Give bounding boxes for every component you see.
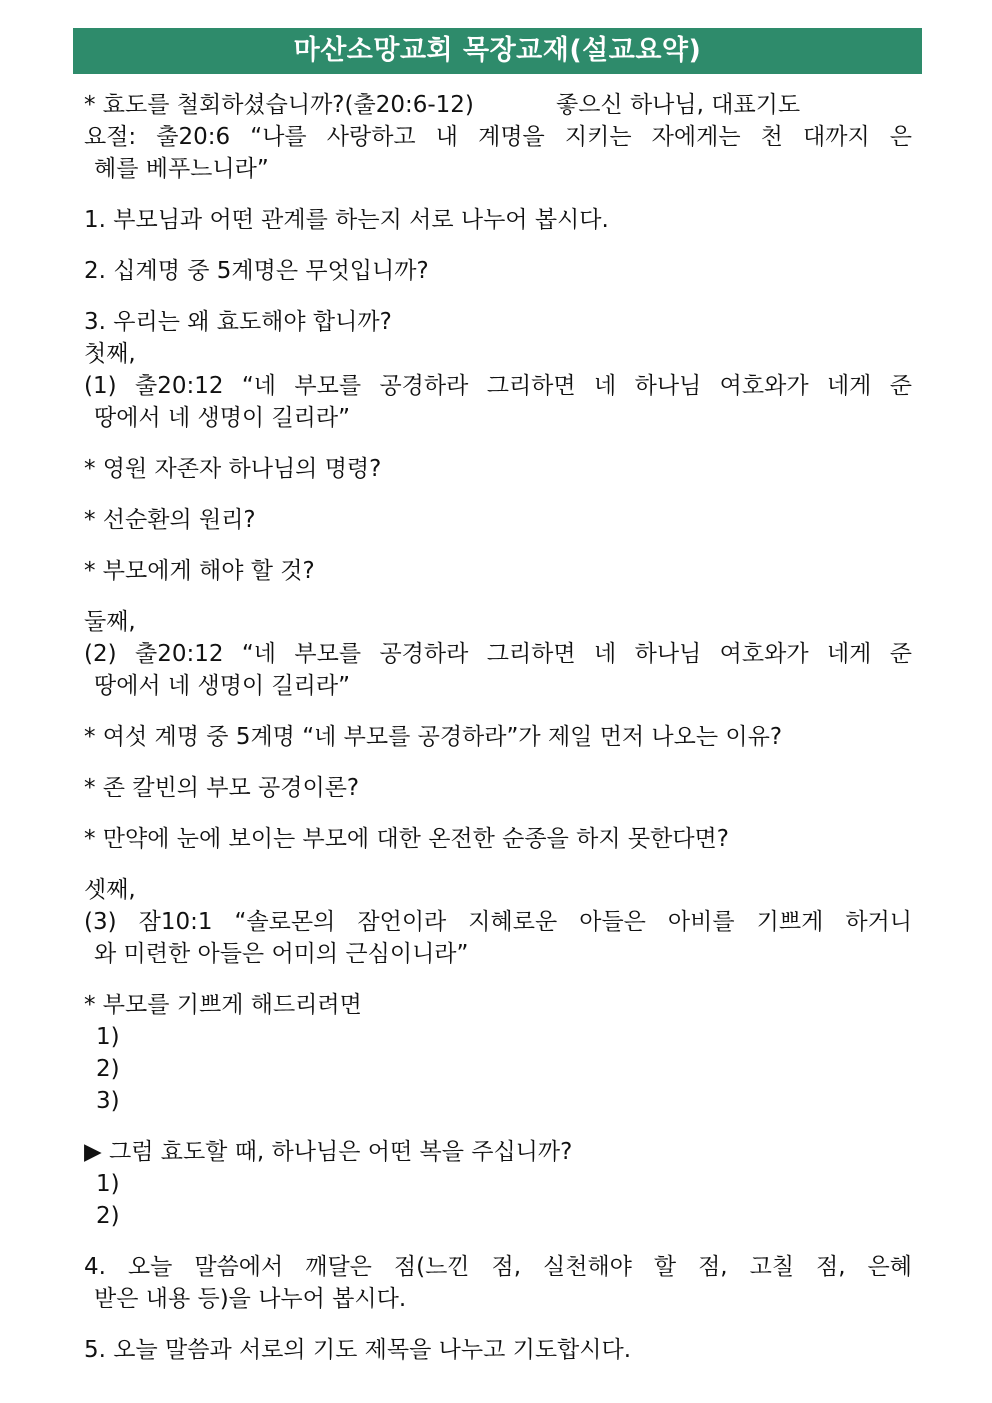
second-bullet: * 만약에 눈에 보이는 부모에 대한 온전한 순종을 하지 못한다면?	[84, 826, 729, 852]
first-bullet: * 부모에게 해야 할 것?	[84, 558, 315, 584]
study-content	[84, 89, 912, 1366]
first-bullet: * 영원 자존자 하나님의 명령?	[84, 456, 382, 482]
second-bullet: * 존 칼빈의 부모 공경이론?	[84, 775, 360, 801]
blessing-question: ▶ 그럼 효도할 때, 하나님은 어떤 복을 주십니까?	[84, 1139, 573, 1165]
question-2: 2. 십계명 중 5계명은 무엇입니까?	[84, 258, 429, 284]
second-verse-line1: (2) 출20:12 “네 부모를 공경하라 그리하면 네 하나님 여호와가 네게 준	[84, 641, 912, 667]
list-item: 1)	[96, 1171, 120, 1197]
please-parents-title: * 부모를 기쁘게 해드리려면	[84, 992, 362, 1018]
question-5: 5. 오늘 말씀과 서로의 기도 제목을 나누고 기도합시다.	[84, 1337, 632, 1363]
list-item: 1)	[96, 1024, 120, 1050]
first-bullet: * 선순환의 원리?	[84, 507, 256, 533]
third-verse-line1: (3) 잠10:1 “솔로몬의 잠언이라 지혜로운 아들은 아비를 기쁘게 하거니	[84, 909, 912, 935]
key-verse-line1: 요절: 출20:6 “나를 사랑하고 내 계명을 지키는 자에게는 천 대까지 은	[84, 124, 912, 150]
list-item: 2)	[96, 1203, 120, 1229]
first-verse-line2: 땅에서 네 생명이 길리라”	[94, 405, 351, 431]
list-item: 2)	[96, 1056, 120, 1082]
worship-order: 좋으신 하나님, 대표기도	[556, 92, 801, 118]
second-bullet: * 여섯 계명 중 5계명 “네 부모를 공경하라”가 제일 먼저 나오는 이유?	[84, 724, 783, 750]
first-verse-line1: (1) 출20:12 “네 부모를 공경하라 그리하면 네 하나님 여호와가 네게 준	[84, 373, 912, 399]
question-4-line2: 받은 내용 등)을 나누어 봅시다.	[94, 1286, 407, 1312]
question-3: 3. 우리는 왜 효도해야 합니까?	[84, 309, 392, 335]
first-label: 첫째,	[84, 341, 136, 367]
question-4-line1: 4. 오늘 말씀에서 깨달은 점(느낀 점, 실천해야 할 점, 고칠 점, 은혜	[84, 1254, 912, 1280]
question-1: 1. 부모님과 어떤 관계를 하는지 서로 나누어 봅시다.	[84, 207, 609, 233]
page-title: 마산소망교회 목장교재(설교요약)	[73, 28, 922, 74]
sermon-topic: * 효도를 철회하셨습니까?(출20:6-12)	[84, 92, 474, 118]
list-item: 3)	[96, 1088, 120, 1114]
second-verse-line2: 땅에서 네 생명이 길리라”	[94, 673, 351, 699]
second-label: 둘째,	[84, 609, 136, 635]
sermon-header	[84, 89, 912, 121]
third-label: 셋째,	[84, 877, 136, 903]
third-verse-line2: 와 미련한 아들은 어미의 근심이니라”	[94, 941, 469, 967]
key-verse-line2: 혜를 베푸느니라”	[94, 156, 269, 182]
